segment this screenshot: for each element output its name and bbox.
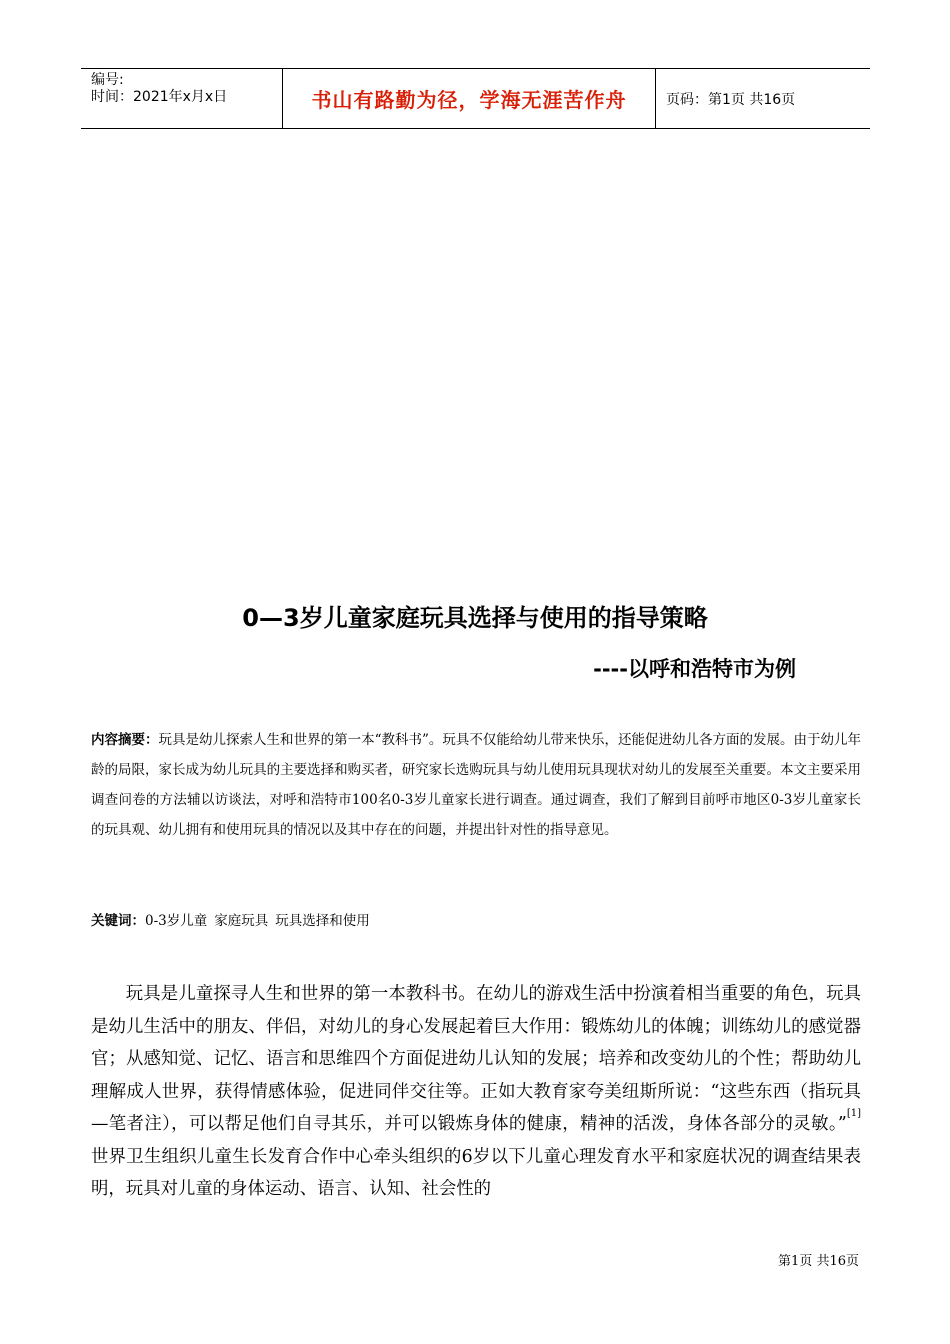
abstract-text: 玩具是幼儿探索人生和世界的第一本“教科书”。玩具不仅能给幼儿带来快乐，还能促进幼儿各方面的发展。由于幼儿年龄的局限，家长成为幼儿玩具的主要选择和购买者，研究家长选购玩具与幼儿使用玩具现状对幼儿的发展至关重要。本文主要采用调查问卷的方法辅以访谈法，对呼和浩特市100名0-3岁儿童家长进行调查。通过调查，我们了解到目前呼市地区0-3岁儿童家长的玩具观、幼儿拥有和使用玩具的情况以及其中存在的问题，并提出针对性的指导意见。 (91, 732, 862, 838)
header-meta (81, 69, 282, 128)
keyword-item: 0-3岁儿童 (145, 913, 208, 929)
body-text-part1: 玩具是儿童探寻人生和世界的第一本教科书。在幼儿的游戏生活中扮演着相当重要的角色，玩具是幼儿生活中的朋友、伴侣，对幼儿的身心发展起着巨大作用：锻炼幼儿的体魄；训练幼儿的感觉器官；从感知觉、记忆、语言和思维四个方面促进幼儿认知的发展；培养和改变幼儿的个性；帮助幼儿理解成人世界，获得情感体验，促进同伴交往等。正如大教育家夸美纽斯所说：“这些东西（指玩具—笔者注），可以帮足他们自寻其乐，并可以锻炼身体的健康，精神的活泼，身体各部分的灵敏。” (91, 984, 861, 1134)
header-motto: 书山有路勤为径，学海无涯苦作舟 (311, 88, 627, 112)
keywords-label: 关键词： (91, 913, 145, 929)
document-subtitle: ----以呼和浩特市为例 (593, 657, 796, 681)
document-time-label: 时间：2021年x月x日 (91, 89, 228, 105)
body-text-part2: 世界卫生组织儿童生长发育合作中心牵头组织的6岁以下儿童心理发育水平和家庭状况的调查结果表明，玩具对儿童的身体运动、语言、认知、社会性的 (91, 1146, 861, 1199)
document-number-label: 编号: (91, 72, 124, 88)
abstract-paragraph (91, 725, 861, 845)
header-motto-cell (282, 69, 656, 128)
citation-marker: [1] (846, 1108, 861, 1119)
page-footer: 第1页 共16页 (778, 1254, 859, 1269)
keyword-item: 家庭玩具 (214, 913, 269, 929)
keyword-item: 玩具选择和使用 (275, 913, 370, 929)
abstract-label: 内容摘要： (91, 732, 159, 748)
header-page-cell (656, 69, 870, 128)
header-page-code: 页码：第1页 共16页 (666, 91, 796, 108)
keywords-line (91, 910, 861, 932)
body-paragraph (91, 978, 861, 1206)
document-header (81, 68, 870, 129)
document-title: 0—3岁儿童家庭玩具选择与使用的指导策略 (242, 604, 708, 632)
